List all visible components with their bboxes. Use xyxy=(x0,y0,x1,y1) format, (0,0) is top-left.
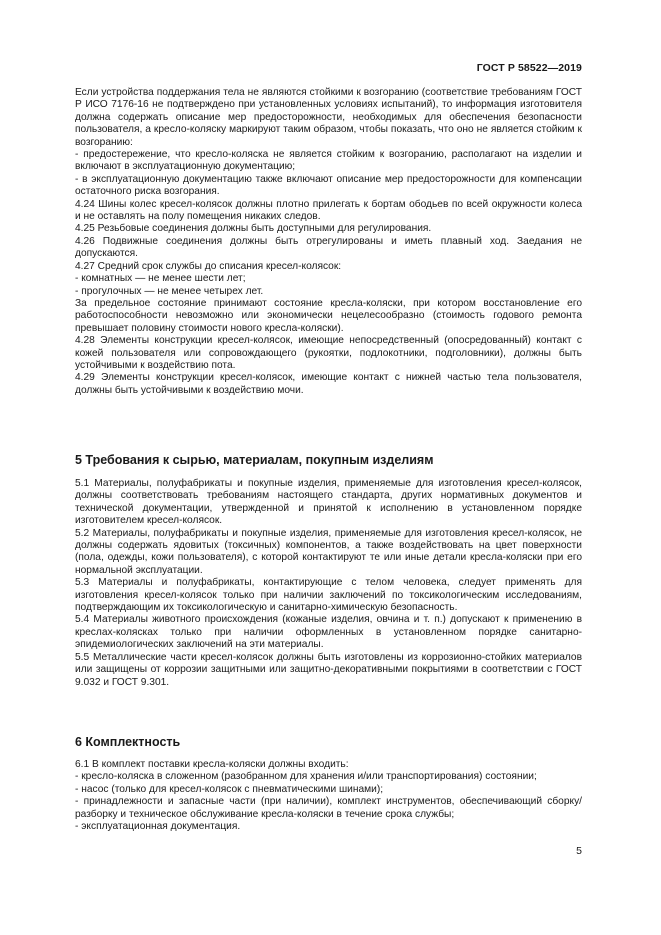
list-item: - насос (только для кресел-колясок с пневматическими шинами); xyxy=(75,783,384,795)
page-number: 5 xyxy=(576,845,582,857)
list-item: - в эксплуатационную документацию также включают описание мер предосторожности для компенсации остаточного риска возгорания. xyxy=(75,173,582,198)
section-5-body xyxy=(75,478,582,689)
clause-5-2: 5.2 Материалы, полуфабрикаты и покупные изделия, применяемые для изготовления кресел-колясок, не должны содержать ядовитых (токсичных) компонентов, а также воздействовать на цвет поверхности (пола, одежды, кожи пользователя), с которой контактируют те или иные детали кресла-коляски при его нормальной эксплуатации. xyxy=(75,527,582,576)
clause-5-1: 5.1 Материалы, полуфабрикаты и покупные изделия, применяемые для изготовления кресел-колясок, должны соответствовать требованиям настоящего стандарта, других нормативных документов и технической документации, утвержденной и принятой к исполнению в установленном порядке изготовителем кресел-колясок. xyxy=(75,478,582,527)
list-item: - прогулочных — не менее четырех лет. xyxy=(75,285,264,297)
clause-4-24: 4.24 Шины колес кресел-колясок должны плотно прилегать к бортам ободьев по всей окружности колеса и не оставлять на полу помещения никаких следов. xyxy=(75,198,582,223)
list-item: - принадлежности и запасные части (при наличии), комплект инструментов, обеспечивающий сборку/разборку и техническое обслуживание кресла-коляски в течение срока службы; xyxy=(75,796,582,820)
clause-4-29: 4.29 Элементы конструкции кресел-колясок, имеющие контакт с нижней частью тела пользователя, должны быть устойчивыми к воздействию мочи. xyxy=(75,372,582,396)
list-item: - кресло-коляска в сложенном (разобранном для хранения и/или транспортирования) состоянии; xyxy=(75,771,537,783)
clause-4-25: 4.25 Резьбовые соединения должны быть доступными для регулирования. xyxy=(75,223,432,235)
document-code: ГОСТ Р 58522—2019 xyxy=(476,62,582,74)
paragraph: Если устройства поддержания тела не являются стойкими к возгоранию (соответствие требованиям ГОСТ Р ИСО 7176-16 не подтверждено при установленных условиях испытаний), то информация изготовителя должна содержать описание мер предосторожности, необходимых для обеспечения безопасности пользователя, а кресло-коляску маркируют таким образом, чтобы показать, что оно не является стойким к возгоранию: xyxy=(75,87,582,148)
clause-6-1: 6.1 В комплект поставки кресла-коляски должны входить: xyxy=(75,759,349,770)
paragraph: За предельное состояние принимают состояние кресла-коляски, при котором восстановление его работоспособности невозможно или экономически нецелесообразно (стоимость годового ремонта превышает половину стоимости нового кресла-коляски). xyxy=(75,297,582,334)
section-6-body xyxy=(75,759,582,833)
list-item: - комнатных — не менее шести лет; xyxy=(75,273,246,285)
section-5-title: 5 Требования к сырью, материалам, покупным изделиям xyxy=(75,453,434,467)
section-6-title: 6 Комплектность xyxy=(75,735,181,749)
clause-4-27: 4.27 Средний срок службы до списания кресел-колясок: xyxy=(75,260,342,272)
list-item: - предостережение, что кресло-коляска не является стойким к возгоранию, располагают на изделии и включают в эксплуатационную документацию; xyxy=(75,149,582,173)
clause-4-26: 4.26 Подвижные соединения должны быть отрегулированы и иметь плавный ход. Заедания не допускаются. xyxy=(75,235,582,260)
clause-5-5: 5.5 Металлические части кресел-колясок должны быть изготовлены из коррозионно-стойких материалов или защищены от коррозии защитными или защитно-декоративными покрытиями в соответствии с ГОСТ 9.032 и ГОСТ 9.301. xyxy=(75,651,582,688)
clause-5-4: 5.4 Материалы животного происхождения (кожаные изделия, овчина и т. п.) допускают к применению в креслах-колясках только при наличии оформленных в установленном порядке санитарно-эпидемиологических заключений на эти материалы. xyxy=(75,614,582,651)
list-item: - эксплуатационная документация. xyxy=(75,821,241,833)
section-4-continuation xyxy=(75,87,582,397)
clause-5-3: 5.3 Материалы и полуфабрикаты, контактирующие с телом человека, следует применять для изготовления кресел-колясок только при наличии заключений по токсикологическим исследованиям, подтверждающим их токсикологическую и санитарно-химическую безопасность. xyxy=(75,577,582,614)
clause-4-28: 4.28 Элементы конструкции кресел-колясок, имеющие непосредственный (опосредованный) контакт с кожей пользователя или сопровождающего (рукоятки, подлокотники, подголовники), должны быть устойчивыми к воздействию пота. xyxy=(75,335,582,371)
